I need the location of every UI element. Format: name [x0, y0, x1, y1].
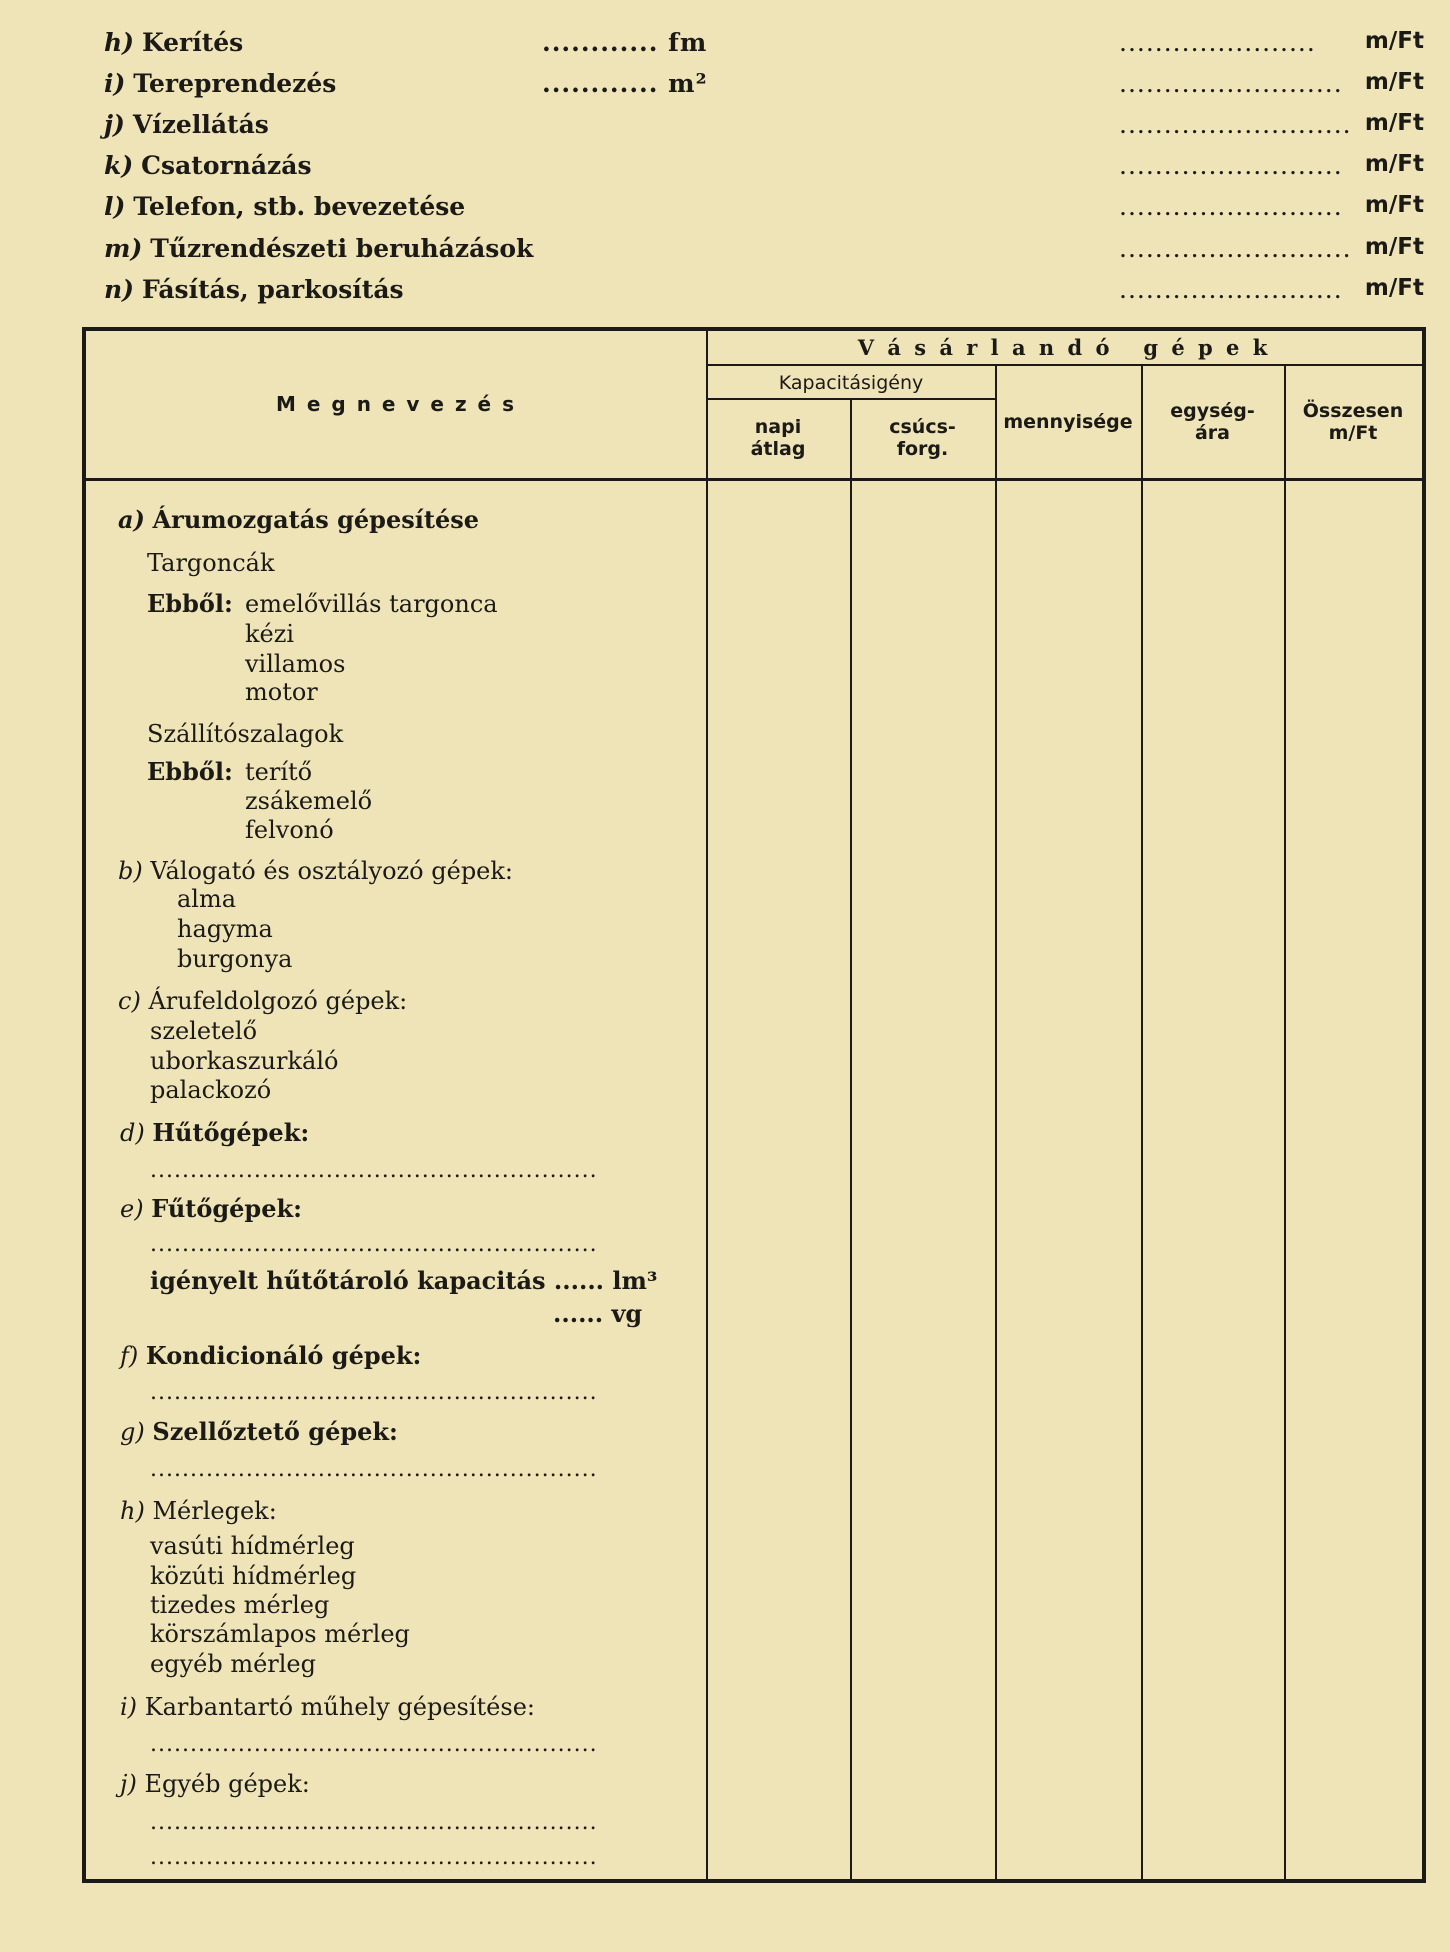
section-i-title: i) Karbantartó műhely gépesítése: [120, 1693, 535, 1721]
section-h-korszamlapos: körszámlapos mérleg [150, 1620, 410, 1648]
top-item-text: Telefon, stb. bevezetése [133, 192, 466, 221]
section-j-title: j) Egyéb gépek: [120, 1770, 310, 1798]
section-h-egyeb: egyéb mérleg [150, 1650, 316, 1678]
section-h-title: h) Mérlegek: [120, 1497, 277, 1525]
section-c-uborkaszurkalo: uborkaszurkáló [150, 1047, 339, 1075]
header-napi-atlag [706, 416, 850, 460]
top-item-text: Tereprendezés [133, 69, 337, 98]
top-item-unit: m/Ft [1364, 69, 1424, 95]
section-f-dotline: ........................................................ [150, 1380, 598, 1405]
top-item-label [104, 28, 243, 57]
top-item-dotline: .......................... [1119, 110, 1352, 139]
top-item-label [104, 110, 269, 139]
header-atlag: átlag [750, 438, 806, 460]
col-line-4 [1141, 364, 1143, 1879]
section-c-title: c) Árufeldolgozó gépek: [118, 987, 408, 1015]
section-h-vasuti: vasúti hídmérleg [150, 1532, 355, 1560]
section-d-dotline: ........................................................ [150, 1158, 598, 1183]
section-a-targoncak: Targoncák [147, 549, 275, 577]
top-item-text: Fásítás, parkosítás [141, 275, 404, 304]
top-item-row [104, 151, 1424, 187]
section-b-alma: alma [177, 885, 237, 913]
section-d-title: d) Hűtőgépek: [120, 1118, 310, 1147]
top-item-dotline: .......................... [1119, 234, 1352, 263]
section-i-dotline: ........................................................ [150, 1732, 598, 1757]
section-f-title: f) Kondicionáló gépek: [120, 1341, 422, 1370]
top-item-label [104, 234, 533, 263]
top-item-row [104, 110, 1424, 146]
top-item-unit: m/Ft [1364, 151, 1424, 177]
header-egyseg: egység- [1170, 400, 1255, 422]
header-osszesen-unit: m/Ft [1328, 422, 1378, 444]
section-a-villamos: villamos [245, 650, 346, 678]
section-b-title: b) Válogató és osztályozó gépek: [118, 857, 514, 885]
header-egysegara [1141, 400, 1284, 444]
top-item-text: Csatornázás [141, 151, 312, 180]
top-item-letter: l) [104, 192, 126, 221]
top-item-letter: m) [104, 234, 143, 263]
top-item-dotline: ...................... [1119, 28, 1316, 57]
section-g-dotline: ........................................................ [150, 1457, 598, 1482]
section-a-terito: terítő [245, 758, 313, 786]
section-e-dotline: ........................................................ [150, 1232, 598, 1257]
top-item-letter: n) [104, 275, 135, 304]
col-line-2 [850, 398, 852, 1879]
top-item-row [104, 192, 1424, 228]
header-ara: ára [1194, 422, 1230, 444]
top-item-unit: m/Ft [1364, 28, 1424, 54]
section-e-title: e) Fűtőgépek: [120, 1194, 302, 1223]
section-a-szallitoszalagok: Szállítószalagok [147, 720, 344, 748]
header-divider-top-group [706, 364, 1422, 366]
top-item-unit: m/Ft [1364, 234, 1424, 260]
top-item-unit: m/Ft [1364, 110, 1424, 136]
section-c-palackozo: palackozó [150, 1076, 272, 1104]
top-item-text: Vízellátás [132, 110, 269, 139]
top-item-unit: m/Ft [1364, 275, 1424, 301]
top-item-letter: i) [104, 69, 126, 98]
section-j-dotline-1: ........................................................ [150, 1810, 598, 1835]
section-e-vg: ...... vg [553, 1299, 643, 1328]
top-item-label [104, 192, 465, 221]
section-a-zsakemelo: zsákemelő [245, 787, 373, 815]
top-item-row [104, 234, 1424, 270]
top-item-text: Kerítés [141, 28, 244, 57]
top-item-row [104, 69, 1424, 105]
header-forg: forg. [896, 438, 949, 460]
header-vasarlando-gepek: V á s á r l a n d ó g é p e k [857, 335, 1271, 360]
top-item-letter: k) [104, 151, 134, 180]
col-line-1 [706, 331, 708, 1879]
top-item-letter: h) [104, 28, 135, 57]
header-napi: napi [754, 416, 802, 438]
top-item-dotline: ......................... [1119, 275, 1343, 304]
section-a-felvono: felvonó [245, 816, 334, 844]
section-a-kezi: kézi [245, 620, 295, 648]
header-osszesen [1284, 400, 1422, 444]
top-item-row [104, 275, 1424, 311]
section-a-title: a) Árumozgatás gépesítése [118, 505, 479, 534]
section-a-emelovillas: emelővillás targonca [245, 590, 498, 618]
header-csucs: csúcs- [889, 416, 956, 438]
top-item-label [104, 69, 336, 98]
header-osszesen-label: Összesen [1302, 400, 1404, 422]
header-kapacitasigeny: Kapacitásigény [778, 372, 924, 394]
header-mennyisege: mennyisége [1003, 411, 1133, 433]
section-b-hagyma: hagyma [177, 915, 273, 943]
header-megnevezes: M e g n e v e z é s [276, 392, 516, 416]
top-item-label [104, 151, 312, 180]
top-item-quantity: ............ fm [542, 28, 708, 57]
header-csucsforg [850, 416, 995, 460]
col-line-3 [995, 364, 997, 1879]
section-b-burgonya: burgonya [177, 945, 293, 973]
section-h-tizedes: tizedes mérleg [150, 1591, 330, 1619]
top-item-label [104, 275, 404, 304]
section-a-ebbol-1: Ebből: [147, 589, 233, 618]
top-item-dotline: ......................... [1119, 69, 1343, 98]
section-e-capacity: igényelt hűtőtároló kapacitás ...... lm³ [150, 1266, 658, 1295]
section-j-dotline-2: ........................................................ [150, 1845, 598, 1870]
col-line-5 [1284, 364, 1286, 1879]
section-g-title: g) Szellőztető gépek: [120, 1417, 398, 1446]
section-a-ebbol-2: Ebből: [147, 757, 233, 786]
top-item-dotline: ......................... [1119, 192, 1343, 221]
top-item-unit: m/Ft [1364, 192, 1424, 218]
top-item-letter: j) [104, 110, 125, 139]
section-a-motor: motor [245, 678, 318, 706]
section-c-szeletelo: szeletelő [150, 1017, 258, 1045]
top-item-dotline: ......................... [1119, 151, 1343, 180]
top-item-row [104, 28, 1424, 64]
header-bottom-line [86, 478, 1422, 481]
top-item-quantity: ............ m² [542, 69, 708, 98]
top-item-text: Tűzrendészeti beruházások [150, 234, 534, 263]
section-h-kozuti: közúti hídmérleg [150, 1562, 357, 1590]
